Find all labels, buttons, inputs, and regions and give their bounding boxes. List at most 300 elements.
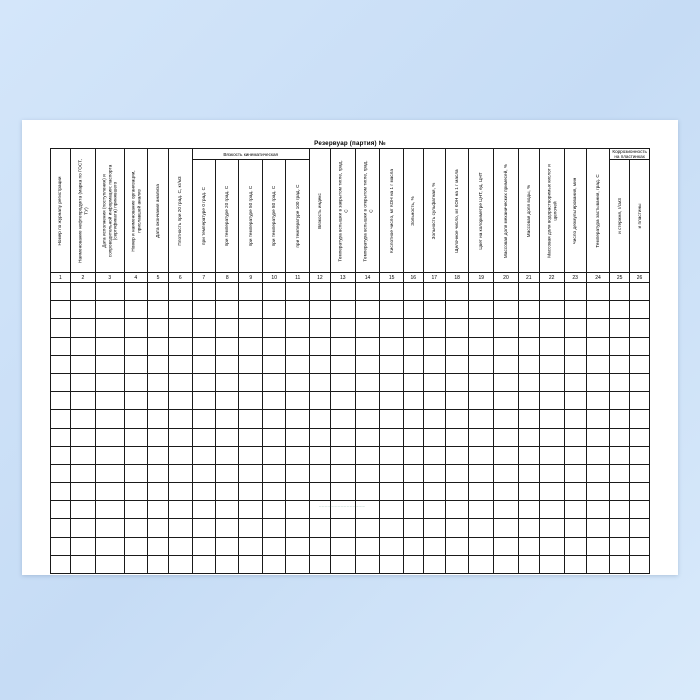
table-cell[interactable]	[169, 464, 192, 482]
table-cell[interactable]	[403, 537, 423, 555]
table-cell[interactable]	[423, 319, 445, 337]
table-cell[interactable]	[239, 392, 262, 410]
table-cell[interactable]	[169, 337, 192, 355]
table-cell[interactable]	[70, 483, 95, 501]
table-cell[interactable]	[518, 410, 539, 428]
table-cell[interactable]	[192, 537, 215, 555]
table-cell[interactable]	[518, 301, 539, 319]
table-cell[interactable]	[610, 392, 630, 410]
table-cell[interactable]	[494, 428, 519, 446]
table-cell[interactable]	[124, 428, 147, 446]
table-cell[interactable]	[494, 555, 519, 573]
table-cell[interactable]	[403, 555, 423, 573]
table-cell[interactable]	[445, 464, 468, 482]
table-cell[interactable]	[262, 555, 285, 573]
table-cell[interactable]	[469, 428, 494, 446]
table-cell[interactable]	[355, 446, 380, 464]
table-cell[interactable]	[192, 283, 215, 301]
table-cell[interactable]	[539, 337, 564, 355]
table-cell[interactable]	[96, 410, 124, 428]
table-cell[interactable]	[330, 283, 355, 301]
table-cell[interactable]	[148, 410, 169, 428]
table-cell[interactable]	[192, 319, 215, 337]
table-cell[interactable]	[469, 501, 494, 519]
table-cell[interactable]	[494, 464, 519, 482]
table-cell[interactable]	[309, 464, 330, 482]
table-cell[interactable]	[355, 501, 380, 519]
table-cell[interactable]	[262, 501, 285, 519]
table-row[interactable]	[51, 301, 650, 319]
table-cell[interactable]	[564, 373, 586, 391]
table-cell[interactable]	[445, 555, 468, 573]
table-cell[interactable]	[630, 555, 650, 573]
table-cell[interactable]	[564, 337, 586, 355]
table-cell[interactable]	[330, 355, 355, 373]
table-cell[interactable]	[564, 537, 586, 555]
table-cell[interactable]	[124, 555, 147, 573]
table-cell[interactable]	[610, 519, 630, 537]
table-cell[interactable]	[494, 283, 519, 301]
table-cell[interactable]	[169, 392, 192, 410]
table-cell[interactable]	[630, 319, 650, 337]
table-cell[interactable]	[518, 373, 539, 391]
table-cell[interactable]	[124, 373, 147, 391]
table-cell[interactable]	[380, 337, 403, 355]
table-cell[interactable]	[355, 301, 380, 319]
table-cell[interactable]	[192, 355, 215, 373]
table-cell[interactable]	[518, 537, 539, 555]
table-cell[interactable]	[564, 410, 586, 428]
table-cell[interactable]	[51, 283, 71, 301]
table-cell[interactable]	[96, 355, 124, 373]
table-cell[interactable]	[216, 501, 239, 519]
table-cell[interactable]	[355, 392, 380, 410]
table-cell[interactable]	[586, 519, 609, 537]
table-cell[interactable]	[51, 464, 71, 482]
table-cell[interactable]	[630, 373, 650, 391]
table-cell[interactable]	[403, 464, 423, 482]
table-cell[interactable]	[216, 410, 239, 428]
table-cell[interactable]	[286, 301, 309, 319]
table-cell[interactable]	[403, 501, 423, 519]
table-cell[interactable]	[216, 446, 239, 464]
table-cell[interactable]	[586, 283, 609, 301]
table-cell[interactable]	[169, 301, 192, 319]
table-cell[interactable]	[586, 428, 609, 446]
table-cell[interactable]	[610, 337, 630, 355]
table-cell[interactable]	[169, 373, 192, 391]
table-cell[interactable]	[445, 428, 468, 446]
table-cell[interactable]	[380, 283, 403, 301]
table-cell[interactable]	[380, 319, 403, 337]
table-cell[interactable]	[286, 428, 309, 446]
table-cell[interactable]	[469, 319, 494, 337]
table-cell[interactable]	[630, 483, 650, 501]
table-cell[interactable]	[262, 373, 285, 391]
table-cell[interactable]	[610, 319, 630, 337]
table-cell[interactable]	[286, 555, 309, 573]
table-cell[interactable]	[309, 555, 330, 573]
table-cell[interactable]	[70, 283, 95, 301]
table-cell[interactable]	[494, 519, 519, 537]
table-cell[interactable]	[70, 501, 95, 519]
table-cell[interactable]	[539, 501, 564, 519]
table-cell[interactable]	[70, 428, 95, 446]
table-cell[interactable]	[610, 483, 630, 501]
table-cell[interactable]	[445, 373, 468, 391]
table-cell[interactable]	[96, 537, 124, 555]
table-cell[interactable]	[403, 319, 423, 337]
table-cell[interactable]	[610, 373, 630, 391]
table-cell[interactable]	[309, 410, 330, 428]
table-cell[interactable]	[539, 392, 564, 410]
table-cell[interactable]	[262, 410, 285, 428]
table-cell[interactable]	[96, 483, 124, 501]
table-cell[interactable]	[380, 555, 403, 573]
table-cell[interactable]	[309, 355, 330, 373]
table-cell[interactable]	[286, 537, 309, 555]
table-cell[interactable]	[380, 428, 403, 446]
table-cell[interactable]	[330, 410, 355, 428]
table-cell[interactable]	[239, 301, 262, 319]
table-cell[interactable]	[610, 410, 630, 428]
table-cell[interactable]	[96, 373, 124, 391]
table-cell[interactable]	[494, 501, 519, 519]
table-cell[interactable]	[423, 555, 445, 573]
table-cell[interactable]	[445, 319, 468, 337]
table-cell[interactable]	[286, 355, 309, 373]
table-cell[interactable]	[630, 410, 650, 428]
table-cell[interactable]	[216, 519, 239, 537]
table-cell[interactable]	[380, 410, 403, 428]
table-cell[interactable]	[423, 283, 445, 301]
table-cell[interactable]	[169, 555, 192, 573]
table-cell[interactable]	[423, 537, 445, 555]
table-cell[interactable]	[148, 301, 169, 319]
table-cell[interactable]	[192, 501, 215, 519]
table-cell[interactable]	[51, 537, 71, 555]
table-cell[interactable]	[286, 519, 309, 537]
table-cell[interactable]	[169, 355, 192, 373]
table-cell[interactable]	[423, 446, 445, 464]
table-cell[interactable]	[148, 501, 169, 519]
table-cell[interactable]	[262, 319, 285, 337]
table-cell[interactable]	[51, 483, 71, 501]
table-cell[interactable]	[286, 373, 309, 391]
table-cell[interactable]	[469, 337, 494, 355]
table-cell[interactable]	[169, 283, 192, 301]
table-cell[interactable]	[403, 410, 423, 428]
table-cell[interactable]	[216, 319, 239, 337]
table-cell[interactable]	[330, 519, 355, 537]
table-cell[interactable]	[610, 501, 630, 519]
table-cell[interactable]	[239, 355, 262, 373]
table-cell[interactable]	[630, 501, 650, 519]
table-cell[interactable]	[239, 337, 262, 355]
table-cell[interactable]	[286, 283, 309, 301]
table-cell[interactable]	[309, 519, 330, 537]
table-cell[interactable]	[192, 428, 215, 446]
table-cell[interactable]	[309, 483, 330, 501]
table-cell[interactable]	[518, 464, 539, 482]
table-cell[interactable]	[586, 410, 609, 428]
table-cell[interactable]	[355, 410, 380, 428]
table-cell[interactable]	[423, 337, 445, 355]
table-cell[interactable]	[330, 337, 355, 355]
table-cell[interactable]	[494, 446, 519, 464]
table-cell[interactable]	[124, 355, 147, 373]
table-cell[interactable]	[586, 483, 609, 501]
table-cell[interactable]	[539, 319, 564, 337]
table-cell[interactable]	[96, 519, 124, 537]
table-cell[interactable]	[630, 283, 650, 301]
table-cell[interactable]	[518, 519, 539, 537]
table-cell[interactable]	[423, 519, 445, 537]
table-cell[interactable]	[239, 483, 262, 501]
table-cell[interactable]	[469, 519, 494, 537]
table-cell[interactable]	[564, 446, 586, 464]
table-cell[interactable]	[469, 355, 494, 373]
table-cell[interactable]	[70, 355, 95, 373]
table-cell[interactable]	[148, 355, 169, 373]
table-cell[interactable]	[564, 392, 586, 410]
table-cell[interactable]	[380, 446, 403, 464]
table-cell[interactable]	[124, 446, 147, 464]
table-cell[interactable]	[262, 464, 285, 482]
table-cell[interactable]	[630, 301, 650, 319]
table-cell[interactable]	[192, 337, 215, 355]
table-cell[interactable]	[380, 373, 403, 391]
table-row[interactable]	[51, 537, 650, 555]
table-cell[interactable]	[355, 483, 380, 501]
table-cell[interactable]	[610, 446, 630, 464]
table-cell[interactable]	[380, 301, 403, 319]
table-cell[interactable]	[124, 410, 147, 428]
table-cell[interactable]	[262, 446, 285, 464]
table-cell[interactable]	[380, 392, 403, 410]
table-cell[interactable]	[445, 283, 468, 301]
table-row[interactable]	[51, 555, 650, 573]
table-cell[interactable]	[469, 410, 494, 428]
table-cell[interactable]	[586, 537, 609, 555]
table-cell[interactable]	[494, 337, 519, 355]
table-cell[interactable]	[216, 373, 239, 391]
table-cell[interactable]	[239, 283, 262, 301]
table-cell[interactable]	[124, 337, 147, 355]
table-cell[interactable]	[564, 519, 586, 537]
table-cell[interactable]	[518, 337, 539, 355]
table-cell[interactable]	[216, 355, 239, 373]
table-cell[interactable]	[380, 355, 403, 373]
table-cell[interactable]	[469, 373, 494, 391]
table-cell[interactable]	[239, 555, 262, 573]
table-cell[interactable]	[239, 501, 262, 519]
table-cell[interactable]	[239, 373, 262, 391]
table-cell[interactable]	[309, 501, 330, 519]
table-cell[interactable]	[469, 392, 494, 410]
table-cell[interactable]	[630, 464, 650, 482]
table-cell[interactable]	[239, 464, 262, 482]
table-cell[interactable]	[192, 446, 215, 464]
table-cell[interactable]	[124, 501, 147, 519]
table-cell[interactable]	[309, 446, 330, 464]
table-cell[interactable]	[169, 410, 192, 428]
table-cell[interactable]	[355, 337, 380, 355]
table-cell[interactable]	[539, 373, 564, 391]
table-cell[interactable]	[286, 501, 309, 519]
table-cell[interactable]	[216, 483, 239, 501]
table-cell[interactable]	[124, 464, 147, 482]
table-cell[interactable]	[262, 428, 285, 446]
table-cell[interactable]	[51, 337, 71, 355]
table-cell[interactable]	[355, 319, 380, 337]
table-cell[interactable]	[216, 428, 239, 446]
table-cell[interactable]	[586, 301, 609, 319]
table-cell[interactable]	[216, 301, 239, 319]
table-cell[interactable]	[445, 392, 468, 410]
table-cell[interactable]	[423, 392, 445, 410]
table-cell[interactable]	[539, 555, 564, 573]
table-cell[interactable]	[330, 301, 355, 319]
table-cell[interactable]	[630, 519, 650, 537]
table-cell[interactable]	[610, 301, 630, 319]
table-cell[interactable]	[469, 555, 494, 573]
table-cell[interactable]	[192, 483, 215, 501]
table-cell[interactable]	[262, 301, 285, 319]
table-cell[interactable]	[445, 519, 468, 537]
table-cell[interactable]	[262, 483, 285, 501]
table-cell[interactable]	[51, 555, 71, 573]
table-cell[interactable]	[518, 283, 539, 301]
table-cell[interactable]	[586, 355, 609, 373]
table-cell[interactable]	[124, 283, 147, 301]
table-cell[interactable]	[192, 301, 215, 319]
table-cell[interactable]	[539, 301, 564, 319]
table-cell[interactable]	[70, 337, 95, 355]
table-cell[interactable]	[286, 319, 309, 337]
table-cell[interactable]	[216, 337, 239, 355]
table-cell[interactable]	[539, 446, 564, 464]
table-cell[interactable]	[309, 392, 330, 410]
table-cell[interactable]	[96, 319, 124, 337]
table-cell[interactable]	[403, 373, 423, 391]
table-cell[interactable]	[309, 319, 330, 337]
table-cell[interactable]	[586, 464, 609, 482]
table-cell[interactable]	[445, 301, 468, 319]
table-cell[interactable]	[148, 446, 169, 464]
table-cell[interactable]	[51, 501, 71, 519]
table-row[interactable]	[51, 446, 650, 464]
table-cell[interactable]	[423, 410, 445, 428]
table-cell[interactable]	[216, 392, 239, 410]
table-cell[interactable]	[423, 464, 445, 482]
table-cell[interactable]	[469, 537, 494, 555]
table-cell[interactable]	[518, 446, 539, 464]
table-row[interactable]	[51, 410, 650, 428]
table-cell[interactable]	[403, 483, 423, 501]
table-cell[interactable]	[355, 373, 380, 391]
table-cell[interactable]	[124, 519, 147, 537]
table-cell[interactable]	[494, 373, 519, 391]
table-cell[interactable]	[51, 410, 71, 428]
table-cell[interactable]	[216, 283, 239, 301]
table-cell[interactable]	[192, 519, 215, 537]
table-cell[interactable]	[286, 464, 309, 482]
table-cell[interactable]	[423, 428, 445, 446]
table-cell[interactable]	[96, 392, 124, 410]
table-cell[interactable]	[124, 483, 147, 501]
table-cell[interactable]	[262, 283, 285, 301]
table-cell[interactable]	[239, 410, 262, 428]
table-cell[interactable]	[70, 410, 95, 428]
table-cell[interactable]	[494, 410, 519, 428]
table-cell[interactable]	[380, 464, 403, 482]
table-cell[interactable]	[445, 537, 468, 555]
table-cell[interactable]	[70, 392, 95, 410]
table-cell[interactable]	[239, 319, 262, 337]
table-cell[interactable]	[539, 464, 564, 482]
table-cell[interactable]	[469, 283, 494, 301]
table-cell[interactable]	[330, 392, 355, 410]
table-cell[interactable]	[423, 301, 445, 319]
table-row[interactable]	[51, 373, 650, 391]
table-cell[interactable]	[51, 446, 71, 464]
table-cell[interactable]	[586, 446, 609, 464]
table-cell[interactable]	[286, 483, 309, 501]
table-cell[interactable]	[469, 446, 494, 464]
table-cell[interactable]	[539, 537, 564, 555]
table-cell[interactable]	[539, 410, 564, 428]
table-cell[interactable]	[610, 537, 630, 555]
table-cell[interactable]	[148, 283, 169, 301]
table-cell[interactable]	[192, 392, 215, 410]
table-cell[interactable]	[239, 537, 262, 555]
table-cell[interactable]	[355, 355, 380, 373]
table-row[interactable]	[51, 392, 650, 410]
table-cell[interactable]	[169, 446, 192, 464]
table-cell[interactable]	[124, 319, 147, 337]
table-cell[interactable]	[494, 355, 519, 373]
table-cell[interactable]	[518, 428, 539, 446]
table-cell[interactable]	[564, 355, 586, 373]
table-cell[interactable]	[309, 537, 330, 555]
table-cell[interactable]	[96, 283, 124, 301]
table-cell[interactable]	[192, 464, 215, 482]
table-cell[interactable]	[51, 319, 71, 337]
table-cell[interactable]	[96, 301, 124, 319]
table-row[interactable]	[51, 283, 650, 301]
table-cell[interactable]	[469, 301, 494, 319]
table-cell[interactable]	[262, 355, 285, 373]
table-cell[interactable]	[355, 464, 380, 482]
table-cell[interactable]	[148, 483, 169, 501]
table-cell[interactable]	[539, 428, 564, 446]
table-cell[interactable]	[586, 501, 609, 519]
table-cell[interactable]	[403, 283, 423, 301]
table-cell[interactable]	[148, 319, 169, 337]
table-cell[interactable]	[380, 519, 403, 537]
table-cell[interactable]	[286, 337, 309, 355]
table-cell[interactable]	[610, 555, 630, 573]
table-cell[interactable]	[494, 301, 519, 319]
table-cell[interactable]	[286, 392, 309, 410]
table-cell[interactable]	[148, 337, 169, 355]
table-cell[interactable]	[148, 428, 169, 446]
table-cell[interactable]	[518, 319, 539, 337]
table-cell[interactable]	[148, 373, 169, 391]
table-cell[interactable]	[610, 283, 630, 301]
table-cell[interactable]	[586, 319, 609, 337]
